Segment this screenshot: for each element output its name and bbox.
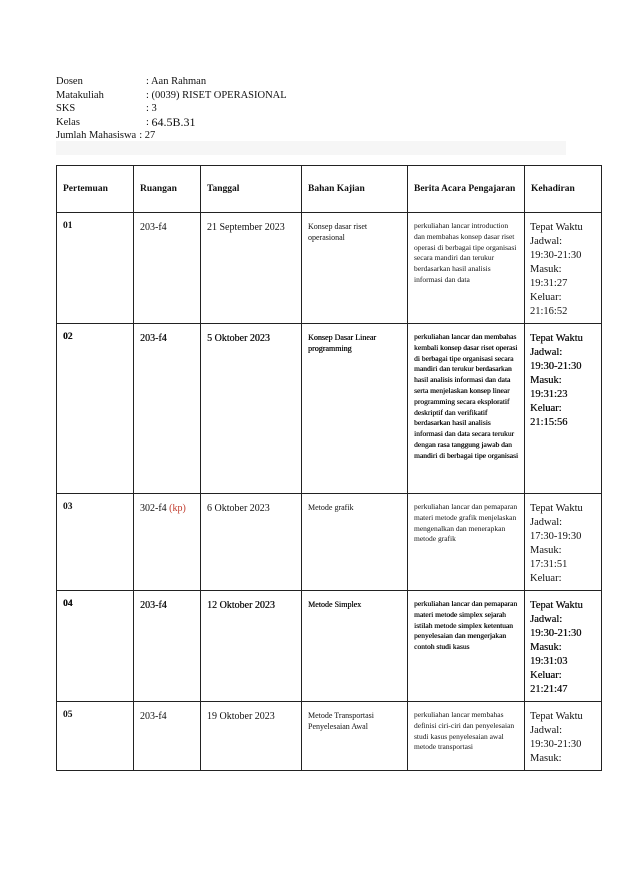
col-header-berita-acara: Berita Acara Pengajaran bbox=[408, 166, 525, 213]
room: 302-f4 bbox=[140, 503, 167, 514]
col-header-ruangan: Ruangan bbox=[134, 166, 201, 213]
table-row bbox=[57, 702, 602, 771]
meeting-number: 04 bbox=[57, 591, 134, 702]
checkin-label: Masuk: bbox=[530, 264, 562, 275]
checkout-label: Keluar: bbox=[530, 573, 562, 584]
date: 6 Oktober 2023 bbox=[201, 494, 302, 591]
room: 203-f4 bbox=[140, 711, 167, 722]
schedule-value: 19:30-21:30 bbox=[530, 361, 582, 372]
room: 203-f4 bbox=[140, 333, 167, 344]
room-cell bbox=[134, 494, 201, 591]
attendance-cell bbox=[525, 702, 602, 771]
room-cell bbox=[134, 213, 201, 324]
room-note: (kp) bbox=[169, 503, 186, 514]
schedule-label: Jadwal: bbox=[530, 614, 563, 625]
table-row bbox=[57, 213, 602, 324]
room-cell bbox=[134, 591, 201, 702]
matkul-row bbox=[56, 89, 287, 103]
matkul-label: Matakuliah bbox=[56, 89, 104, 101]
checkout-value: 21:15:56 bbox=[530, 417, 568, 428]
attendance-cell bbox=[525, 324, 602, 494]
schedule-value: 19:30-21:30 bbox=[530, 739, 582, 750]
material: Metode Simplex bbox=[302, 591, 408, 702]
teaching-report: perkuliahan lancar introduction dan membahas konsep dasar riset operasi di berbagai tipe organisasi secara mandiri dan terukur berdasarkan hasil analisis informasi dan data bbox=[408, 213, 525, 324]
schedule-value: 19:30-21:30 bbox=[530, 250, 582, 261]
meeting-number: 05 bbox=[57, 702, 134, 771]
attendance-status: Tepat Waktu bbox=[530, 600, 583, 611]
date: 5 Oktober 2023 bbox=[201, 324, 302, 494]
room-cell bbox=[134, 324, 201, 494]
dosen-row bbox=[56, 75, 287, 89]
attendance-table bbox=[56, 165, 602, 771]
sks-value: : 3 bbox=[146, 103, 157, 114]
checkout-label: Keluar: bbox=[530, 670, 562, 681]
teaching-report: perkuliahan lancar dan pemaparan materi metode grafik menjelaskan mengenalkan dan menerapkan metode grafik bbox=[408, 494, 525, 591]
material: Metode grafik bbox=[302, 494, 408, 591]
attendance-status: Tepat Waktu bbox=[530, 222, 583, 233]
checkin-value: 17:31:51 bbox=[530, 559, 568, 570]
kelas-label: Kelas bbox=[56, 116, 80, 128]
checkin-value: 19:31:03 bbox=[530, 656, 568, 667]
col-header-kehadiran: Kehadiran bbox=[525, 166, 602, 213]
attendance-status: Tepat Waktu bbox=[530, 711, 583, 722]
checkin-value: 19:31:23 bbox=[530, 389, 568, 400]
jumlah-value: : 27 bbox=[139, 130, 156, 141]
kelas-row bbox=[56, 116, 287, 130]
checkout-label: Keluar: bbox=[530, 292, 562, 303]
checkin-value: 19:31:27 bbox=[530, 278, 568, 289]
checkout-label: Keluar: bbox=[530, 403, 562, 414]
checkin-label: Masuk: bbox=[530, 753, 562, 764]
room: 203-f4 bbox=[140, 222, 167, 233]
attendance-cell bbox=[525, 213, 602, 324]
table-row bbox=[57, 324, 602, 494]
teaching-report: perkuliahan lancar membahas definisi ciri-ciri dan penyelesaian studi kasus penyelesaian awal metode transportasi bbox=[408, 702, 525, 771]
attendance-status: Tepat Waktu bbox=[530, 503, 583, 514]
kelas-value: 64.5B.31 bbox=[151, 114, 196, 129]
kelas-colon: : bbox=[146, 116, 152, 128]
teaching-report: perkuliahan lancar dan pemaparan materi metode simplex sejarah istilah metode simplex ketentuan penyelesaian dan mengerjakan contoh studi kasus bbox=[408, 591, 525, 702]
meeting-number: 02 bbox=[57, 324, 134, 494]
material: Konsep Dasar Linear programming bbox=[302, 324, 408, 494]
course-header bbox=[56, 75, 287, 143]
jumlah-label: Jumlah Mahasiswa bbox=[56, 130, 137, 141]
dosen-label: Dosen bbox=[56, 76, 83, 87]
checkin-label: Masuk: bbox=[530, 545, 562, 556]
attendance-status: Tepat Waktu bbox=[530, 333, 583, 344]
schedule-label: Jadwal: bbox=[530, 725, 563, 736]
checkin-label: Masuk: bbox=[530, 642, 562, 653]
col-header-pertemuan: Pertemuan bbox=[57, 166, 134, 213]
schedule-label: Jadwal: bbox=[530, 347, 563, 358]
schedule-value: 19:30-21:30 bbox=[530, 628, 582, 639]
checkout-value: 21:21:47 bbox=[530, 684, 568, 695]
meeting-number: 01 bbox=[57, 213, 134, 324]
table-header-row bbox=[57, 166, 602, 213]
schedule-label: Jadwal: bbox=[530, 517, 563, 528]
meeting-number: 03 bbox=[57, 494, 134, 591]
schedule-value: 17:30-19:30 bbox=[530, 531, 582, 542]
dosen-value: : Aan Rahman bbox=[146, 76, 207, 87]
matkul-value: : (0039) RISET OPERASIONAL bbox=[146, 89, 287, 101]
material: Metode Transportasi Penyelesaian Awal bbox=[302, 702, 408, 771]
table-row bbox=[57, 591, 602, 702]
schedule-label: Jadwal: bbox=[530, 236, 563, 247]
date: 21 September 2023 bbox=[201, 213, 302, 324]
date: 12 Oktober 2023 bbox=[201, 591, 302, 702]
room: 203-f4 bbox=[140, 600, 167, 611]
sks-row bbox=[56, 102, 287, 116]
checkin-label: Masuk: bbox=[530, 375, 562, 386]
col-header-bahan-kajian: Bahan Kajian bbox=[302, 166, 408, 213]
checkout-value: 21:16:52 bbox=[530, 306, 568, 317]
table-row bbox=[57, 494, 602, 591]
sks-label: SKS bbox=[56, 103, 76, 114]
header-separator bbox=[56, 141, 566, 155]
teaching-report: perkuliahan lancar dan membahas kembali konsep dasar riset operasi di berbagai tipe organisasi secara mandiri dan terukur berdasarkan hasil analisis informasi dan data serta menjelaskan konsep linear programming secara eksploratif deskriptif dan verifikatif berdasarkan hasil analisis informasi dan data secara terukur dengan rasa tanggung jawab dan mandiri di berbagai tipe organisasi bbox=[408, 324, 525, 494]
material: Konsep dasar riset operasional bbox=[302, 213, 408, 324]
room-cell bbox=[134, 702, 201, 771]
attendance-cell bbox=[525, 591, 602, 702]
attendance-cell bbox=[525, 494, 602, 591]
date: 19 Oktober 2023 bbox=[201, 702, 302, 771]
col-header-tanggal: Tanggal bbox=[201, 166, 302, 213]
